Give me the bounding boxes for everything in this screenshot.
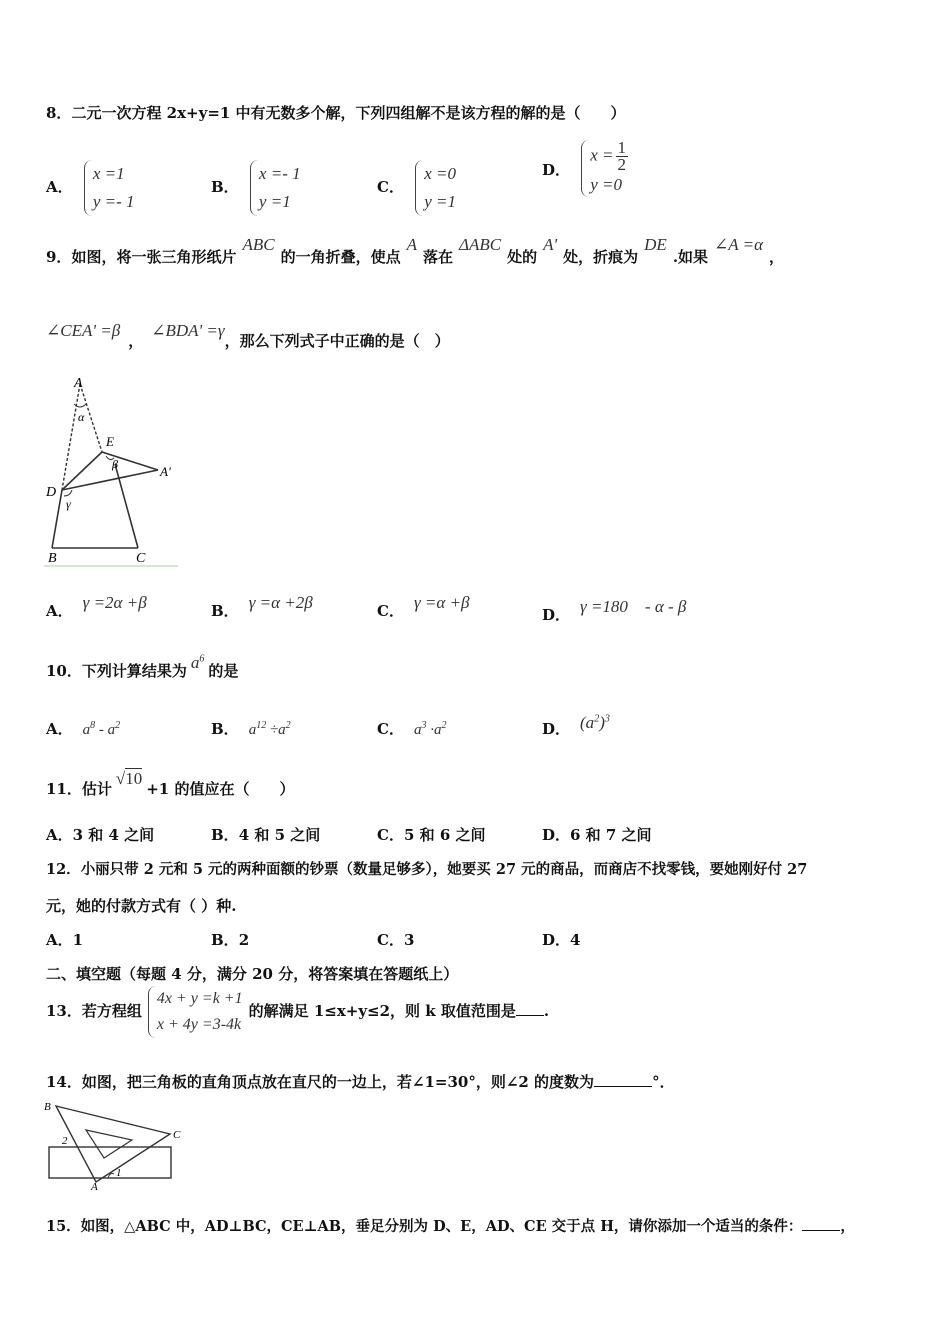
question-text: 的解满足 1≤x+y≤2，则 k 取值范围是 [248,1002,516,1020]
set-square-outer [56,1106,170,1182]
equation-system [148,986,243,1038]
dashed-line-ad [62,384,80,490]
q8-option-c[interactable] [377,160,456,216]
equation-line: x = [590,145,614,165]
math-abc: ABC [242,235,275,254]
question-text: 落在 [422,248,453,266]
option-expression [580,713,610,732]
question-text: .如果 [672,248,709,266]
answer-blank[interactable] [516,1015,544,1016]
q11-option-a[interactable] [46,824,154,845]
angle-gamma-arc [64,490,72,496]
base: a [248,722,257,738]
q9-option-c[interactable] [377,593,470,621]
question-text: ， [840,1218,855,1235]
question-text: 小丽只带 2 元和 5 元的两种面额的钞票（数量足够多），她要买 27 元的商品，而商店不找零钱，要她刚好付 27 [80,861,808,878]
option-text: 4 和 5 之间 [238,826,321,844]
option-label: A． [46,178,73,196]
equation-line: x =- 1 [258,164,301,183]
label-e: E [106,434,114,449]
label-d: D [46,485,57,500]
question-number: 8． [46,104,72,122]
equation-line: x =1 [92,164,125,183]
question-text: 处，折痕为 [563,248,639,266]
question-number: 12． [46,861,81,878]
math-a6 [191,653,205,672]
question-text: 如图，△ABC 中，AD⊥BC，CE⊥AB，垂足分别为 D、E，AD、CE 交于点 H，请你添加一个适当的条件： [80,1218,803,1235]
option-label: A． [46,826,73,844]
option-expression [414,722,447,738]
equation-system [415,160,456,216]
option-label: D． [542,606,571,624]
math-de: DE [644,235,667,254]
q9-figure [40,370,190,570]
q11-option-d[interactable] [542,824,652,845]
q9-stem-line1 [46,235,785,267]
option-expression [83,722,121,738]
q12-option-d[interactable] [542,929,580,950]
q11-stem [46,769,295,799]
q10-stem [46,653,239,681]
q10-option-c[interactable] [377,718,446,739]
question-text: +1 的值应在（ ） [146,780,295,798]
option-text: 1 [72,931,84,949]
q14-figure [40,1096,190,1192]
exponent: 3 [421,720,427,731]
exponent: 12 [256,720,267,731]
equation-system [84,160,135,216]
option-text: 2 [238,931,250,949]
q12-option-a[interactable] [46,929,83,950]
operator: ) [599,713,605,732]
answer-blank[interactable] [594,1086,652,1087]
exponent: 3 [604,713,610,725]
equation-line: y =0 [590,175,623,194]
option-label: D． [542,931,571,949]
question-text: 下列计算结果为 [81,662,187,680]
question-text: 处的 [507,248,538,266]
equation-line: x + 4y =3-4k [156,1016,242,1033]
base: a [278,722,286,738]
math-triangle-abc: ΔABC [458,235,502,254]
q12-stem-line1 [46,858,807,879]
base: (a [580,713,595,732]
label-alpha: α [78,410,85,424]
option-label: D． [542,720,571,738]
q13-stem [46,986,549,1038]
option-label: C． [377,178,404,196]
option-text: 4 [570,931,581,949]
option-text: 5 和 6 之间 [403,826,486,844]
equation-line: y =- 1 [92,192,135,211]
option-expression: γ =α +β [413,593,470,612]
question-text: . [543,1002,550,1020]
question-text: 若方程组 [81,1002,142,1020]
base: a [82,722,91,738]
q9-option-b[interactable] [211,593,313,621]
option-expression: γ =180 - α - β [580,597,687,616]
base: a [433,722,442,738]
math-angle-bda: ∠BDA' =γ [151,321,225,340]
q12-option-c[interactable] [377,929,414,950]
equation-line: 4x + y =k +1 [156,990,243,1007]
option-label: A． [46,931,73,949]
option-label: B． [211,931,239,949]
operator: · [426,722,434,738]
label-c: C [173,1129,181,1141]
question-text: 如图，将一张三角形纸片 [71,248,237,266]
line-da-prime [62,470,158,490]
math-a-prime: A' [543,235,558,254]
q8-stem [46,102,626,123]
option-label: C． [377,826,404,844]
option-label: B． [211,720,239,738]
q10-option-b[interactable] [211,718,291,739]
question-text: 估计 [81,780,112,798]
question-text: 的是 [208,662,239,680]
question-number: 14． [46,1073,82,1091]
option-label: B． [211,826,239,844]
label-b: B [44,1101,51,1113]
label-angle-1: 1 [116,1167,122,1179]
fraction-denominator: 2 [617,155,627,174]
exponent: 2 [441,720,447,731]
q8-option-b[interactable] [211,160,301,216]
q12-stem-line2 [46,895,236,916]
label-angle-2: 2 [62,1135,68,1147]
option-text: 3 [403,931,415,949]
equation-system [581,140,628,197]
question-number: 10． [46,662,82,680]
option-label: B． [211,602,239,620]
answer-blank[interactable] [802,1230,840,1231]
label-a: A [74,376,83,391]
option-label: B． [211,178,239,196]
option-label: C． [377,720,404,738]
option-text: 3 和 4 之间 [72,826,155,844]
math-angle-a: ∠A =α [714,235,764,254]
question-text: 的一角折叠，使点 [280,248,401,266]
base: a [413,722,422,738]
option-label: C． [377,931,404,949]
question-text: ， [128,332,144,350]
operator: ÷ [266,722,279,738]
label-a: A [91,1181,98,1192]
question-text: 元，她的付款方式有（ ）种. [46,897,237,915]
operator: - [95,722,108,738]
base: a [107,722,116,738]
q11-option-c[interactable] [377,824,486,845]
label-b: B [48,551,57,566]
option-label: A． [46,602,73,620]
option-label: A． [46,720,73,738]
label-a-prime: A' [160,464,171,479]
equation-line: y =1 [424,192,456,211]
q9-option-a[interactable] [46,593,147,621]
equation-line: x =0 [424,164,456,183]
option-expression [249,722,291,738]
option-expression: γ =α +2β [248,593,313,612]
question-text: °． [652,1073,675,1091]
label-c: C [136,551,146,566]
equation-system [250,160,301,216]
fraction-numerator: 1 [617,138,627,157]
q15-stem [46,1215,855,1236]
radicand: 10 [125,769,143,788]
question-number: 9． [46,248,72,266]
q12-option-b[interactable] [211,929,249,950]
section-heading: 二、填空题（每题 4 分，满分 20 分，将答案填在答题纸上） [46,965,459,983]
question-text: ， [769,248,785,266]
question-number: 15． [46,1218,81,1235]
exponent: 6 [199,653,205,665]
q9-option-d[interactable] [542,597,687,625]
question-number: 13． [46,1002,82,1020]
option-label: C． [377,602,404,620]
q10-option-a[interactable] [46,718,120,739]
fold-line-de [62,452,102,490]
math-a: A [406,235,417,254]
q8-option-a[interactable] [46,160,135,216]
fraction [616,140,629,173]
question-number: 11． [46,780,82,798]
line-ea-prime [102,452,158,470]
q11-option-b[interactable] [211,824,320,845]
label-gamma: γ [66,497,71,511]
sqrt-expression: √10 [115,769,143,788]
exponent: 2 [285,720,291,731]
math-angle-cea: ∠CEA' =β [46,321,121,340]
question-text: 二元一次方程 2x+y=1 中有无数多个解，下列四组解不是该方程的解的是（ ） [71,104,626,122]
set-square-inner [86,1130,132,1158]
base: a [190,653,200,672]
option-expression: γ =2α +β [82,593,147,612]
exponent: 2 [115,720,121,731]
exponent: 8 [90,720,96,731]
question-text: ，那么下列式子中正确的是（ ） [224,332,450,350]
equation-line: y =1 [258,192,291,211]
q9-stem-line2 [46,321,450,351]
question-text: 如图，把三角板的直角顶点放在直尺的一边上，若∠1=30°，则∠2 的度数为 [81,1073,595,1091]
q14-stem [46,1071,675,1092]
label-beta: β [112,457,118,471]
option-label: D． [542,826,571,844]
q10-option-d[interactable] [542,713,610,739]
q8-option-d[interactable] [542,140,628,197]
exponent: 2 [594,713,600,725]
option-label: D． [542,160,571,179]
option-text: 6 和 7 之间 [570,826,652,844]
